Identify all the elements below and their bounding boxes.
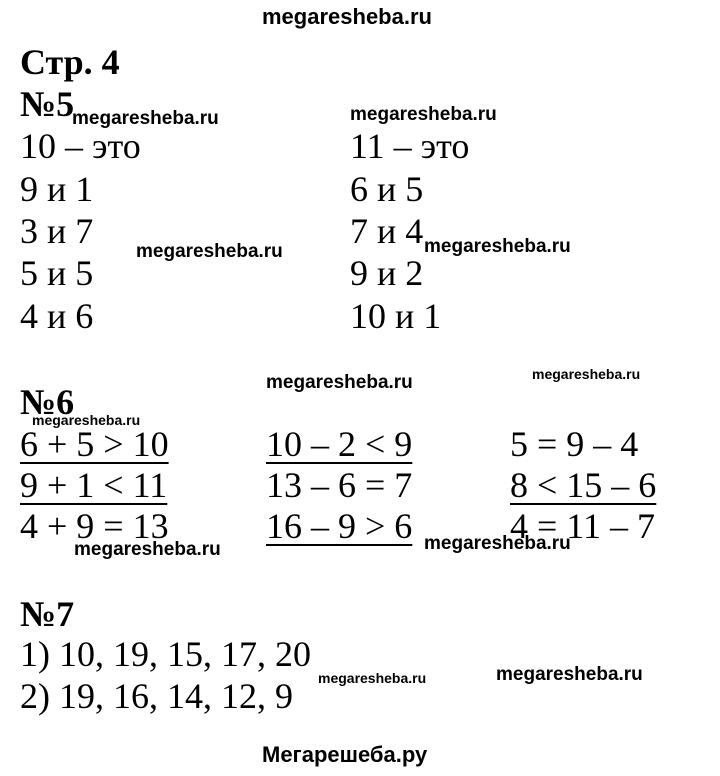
task5-right-line: 7 и 4 xyxy=(350,211,424,251)
task5-right-line: 9 и 2 xyxy=(350,253,424,293)
task5-left-line: 3 и 7 xyxy=(20,211,94,251)
watermark: megaresheba.ru xyxy=(72,108,219,129)
page-label: Стр. 4 xyxy=(20,42,120,82)
watermark: megaresheba.ru xyxy=(266,372,413,393)
watermark-bottom: Мегарешеба.ру xyxy=(262,742,428,767)
watermark: megaresheba.ru xyxy=(424,533,571,554)
task5-left-line: 10 – это xyxy=(20,126,141,166)
comparison-expression: 16 – 9 > 6 xyxy=(266,506,413,546)
task7-heading: №7 xyxy=(20,594,75,634)
watermark: megaresheba.ru xyxy=(496,664,643,685)
comparison-expression: 9 + 1 < 11 xyxy=(20,465,168,505)
comparison-expression: 13 – 6 = 7 xyxy=(266,465,413,505)
task7-line: 2) 19, 16, 14, 12, 9 xyxy=(20,676,293,716)
task6-heading: №6 xyxy=(20,382,75,422)
watermark: megaresheba.ru xyxy=(532,366,641,382)
comparison-expression: 10 – 2 < 9 xyxy=(266,424,413,464)
comparison-expression: 5 = 9 – 4 xyxy=(510,424,639,464)
comparison-expression: 4 + 9 = 13 xyxy=(20,506,169,546)
watermark: megaresheba.ru xyxy=(74,539,221,560)
watermark: megaresheba.ru xyxy=(350,104,497,125)
watermark: megaresheba.ru xyxy=(424,236,571,257)
watermark-top: megaresheba.ru xyxy=(262,4,432,29)
task5-right-line: 11 – это xyxy=(350,126,470,166)
comparison-expression: 6 + 5 > 10 xyxy=(20,424,169,464)
comparison-expression: 4 = 11 – 7 xyxy=(510,506,655,546)
task5-left-line: 5 и 5 xyxy=(20,253,94,293)
task5-right-line: 6 и 5 xyxy=(350,169,424,209)
comparison-expression: 8 < 15 – 6 xyxy=(510,465,657,505)
task5-right-line: 10 и 1 xyxy=(350,296,442,336)
watermark: megaresheba.ru xyxy=(32,412,141,428)
task5-left-line: 9 и 1 xyxy=(20,169,94,209)
watermark: megaresheba.ru xyxy=(136,241,283,262)
watermark: megaresheba.ru xyxy=(318,670,427,686)
task7-line: 1) 10, 19, 15, 17, 20 xyxy=(20,634,311,674)
task5-left-line: 4 и 6 xyxy=(20,296,94,336)
task5-heading: №5 xyxy=(20,84,75,124)
